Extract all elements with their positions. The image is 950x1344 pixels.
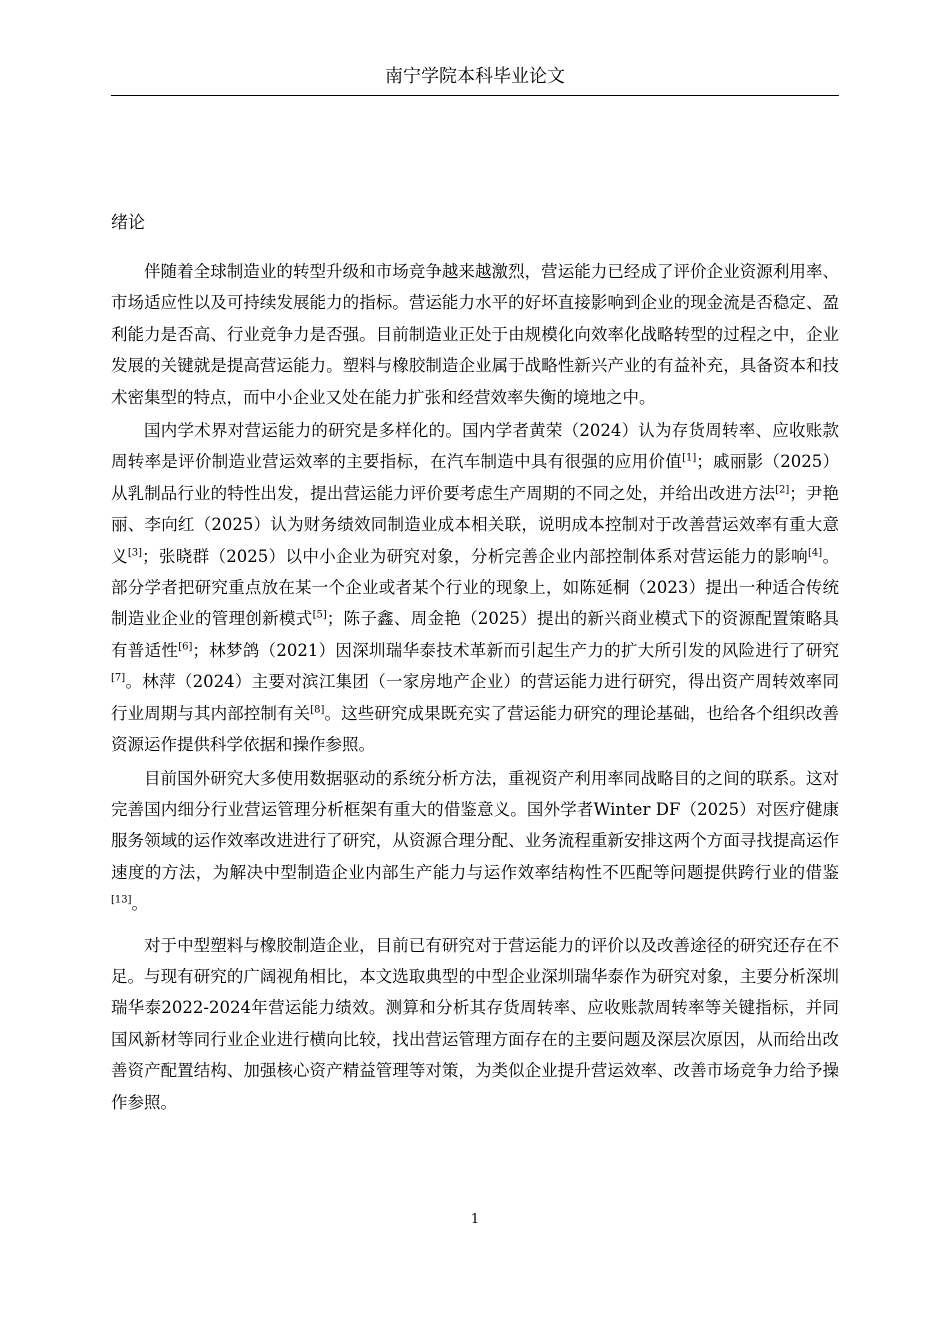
paragraph-2-text-2: ；戚丽影（2025）从乳制品行业的特性出发，提出营运能力评价要考虑生产周期的不同之处，并给出改进方法 (111, 452, 839, 503)
citation-ref-6: [6] (178, 641, 193, 653)
citation-ref-5: [5] (312, 609, 327, 621)
running-header: 南宁学院本科毕业论文 (385, 66, 565, 87)
citation-ref-2: [2] (775, 484, 790, 496)
paragraph-2-text-3: ；尹艳丽、李向红（2025）认为财务绩效同制造业成本相关联，说明成本控制对于改善营运效率有重大意义 (111, 483, 840, 566)
paragraph-2-text-7: ；林梦鸽（2021）因深圳瑞华泰技术革新而引起生产力的扩大所引发的风险进行了研究 (192, 640, 839, 660)
paragraph-2-text-8: 。林萍（2024）主要对滨江集团（一家房地产企业）的营运能力进行研究，得出资产周转效率同行业周期与其内部控制有关 (111, 672, 839, 723)
page-number: 1 (470, 1212, 480, 1227)
citation-ref-13: [13] (111, 894, 132, 906)
paragraph-3 (111, 763, 839, 920)
citation-ref-8: [8] (310, 704, 325, 716)
section-heading: 绪论 (111, 213, 145, 233)
paragraph-2-text-9: 。这些研究成果既充实了营运能力研究的理论基础，也给各个组织改善资源运作提供科学依据和操作参照。 (111, 703, 840, 755)
header-rule (111, 95, 839, 96)
paragraph-2-text-6: ；陈子鑫、周金艳（2025）提出的新兴商业模式下的资源配置策略具有普适性 (111, 609, 840, 660)
citation-ref-4: [4] (807, 547, 823, 559)
citation-ref-7: [7] (111, 672, 126, 684)
paragraph-1: 伴随着全球制造业的转型升级和市场竞争越来越激烈，营运能力已经成了评价企业资源利用率、市场适应性以及可持续发展能力的指标。营运能力水平的好坏直接影响到企业的现金流是否稳定、盈利能力是否高、行业竞争力是否强。目前制造业正处于由规模化向效率化战略转型的过程之中，企业发展的关键就是提高营运能力。塑料与橡胶制造企业属于战略性新兴产业的有益补充，具备资本和技术密集型的特点，而中小企业又处在能力扩张和经营效率失衡的境地之中。 (111, 262, 839, 407)
citation-ref-3: [3] (127, 547, 143, 559)
paragraph-2 (111, 415, 839, 760)
paragraph-2-text-5: 。部分学者把研究重点放在某一个企业或者某个行业的现象上，如陈延桐（2023）提出一种适合传统制造业企业的管理创新模式 (111, 546, 840, 629)
citation-ref-1: [1] (682, 452, 697, 464)
paragraph-2-text-4: ；张晓群（2025）以中小企业为研究对象，分析完善企业内部控制体系对营运能力的影响 (142, 546, 808, 566)
paragraph-4: 对于中型塑料与橡胶制造企业，目前已有研究对于营运能力的评价以及改善途径的研究还存在不足。与现有研究的广阔视角相比，本文选取典型的中型企业深圳瑞华泰作为研究对象，主要分析深圳瑞华泰2022-2024年营运能力绩效。测算和分析其存货周转率、应收账款周转率等关键指标，并同国风新材等同行业企业进行横向比较，找出营运管理方面存在的主要问题及深层次原因，从而给出改善资产配置结构、加强核心资产精益管理等对策，为类似企业提升营运效率、改善市场竞争力给予操作参照。 (111, 935, 839, 1112)
paragraph-3-text-2: 。 (131, 894, 149, 914)
paragraph-3-text-1: 目前国外研究大多使用数据驱动的系统分析方法，重视资产利用率同战略目的之间的联系。这对完善国内细分行业营运管理分析框架有重大的借鉴意义。国外学者Winter DF（2025）对医疗健康服务领域的运作效率改进进行了研究，从资源合理分配、业务流程重新安排这两个方面寻找提高运作速度的方法，为解决中型制造企业内部生产能力与运作效率结构性不匹配等问题提供跨行业的借鉴 (111, 768, 839, 882)
paragraph-2-text-1: 国内学术界对营运能力的研究是多样化的。国内学者黄荣（2024）认为存货周转率、应收账款周转率是评价制造业营运效率的主要指标，在汽车制造中具有很强的应用价值 (111, 421, 839, 472)
body-text (111, 256, 839, 1118)
